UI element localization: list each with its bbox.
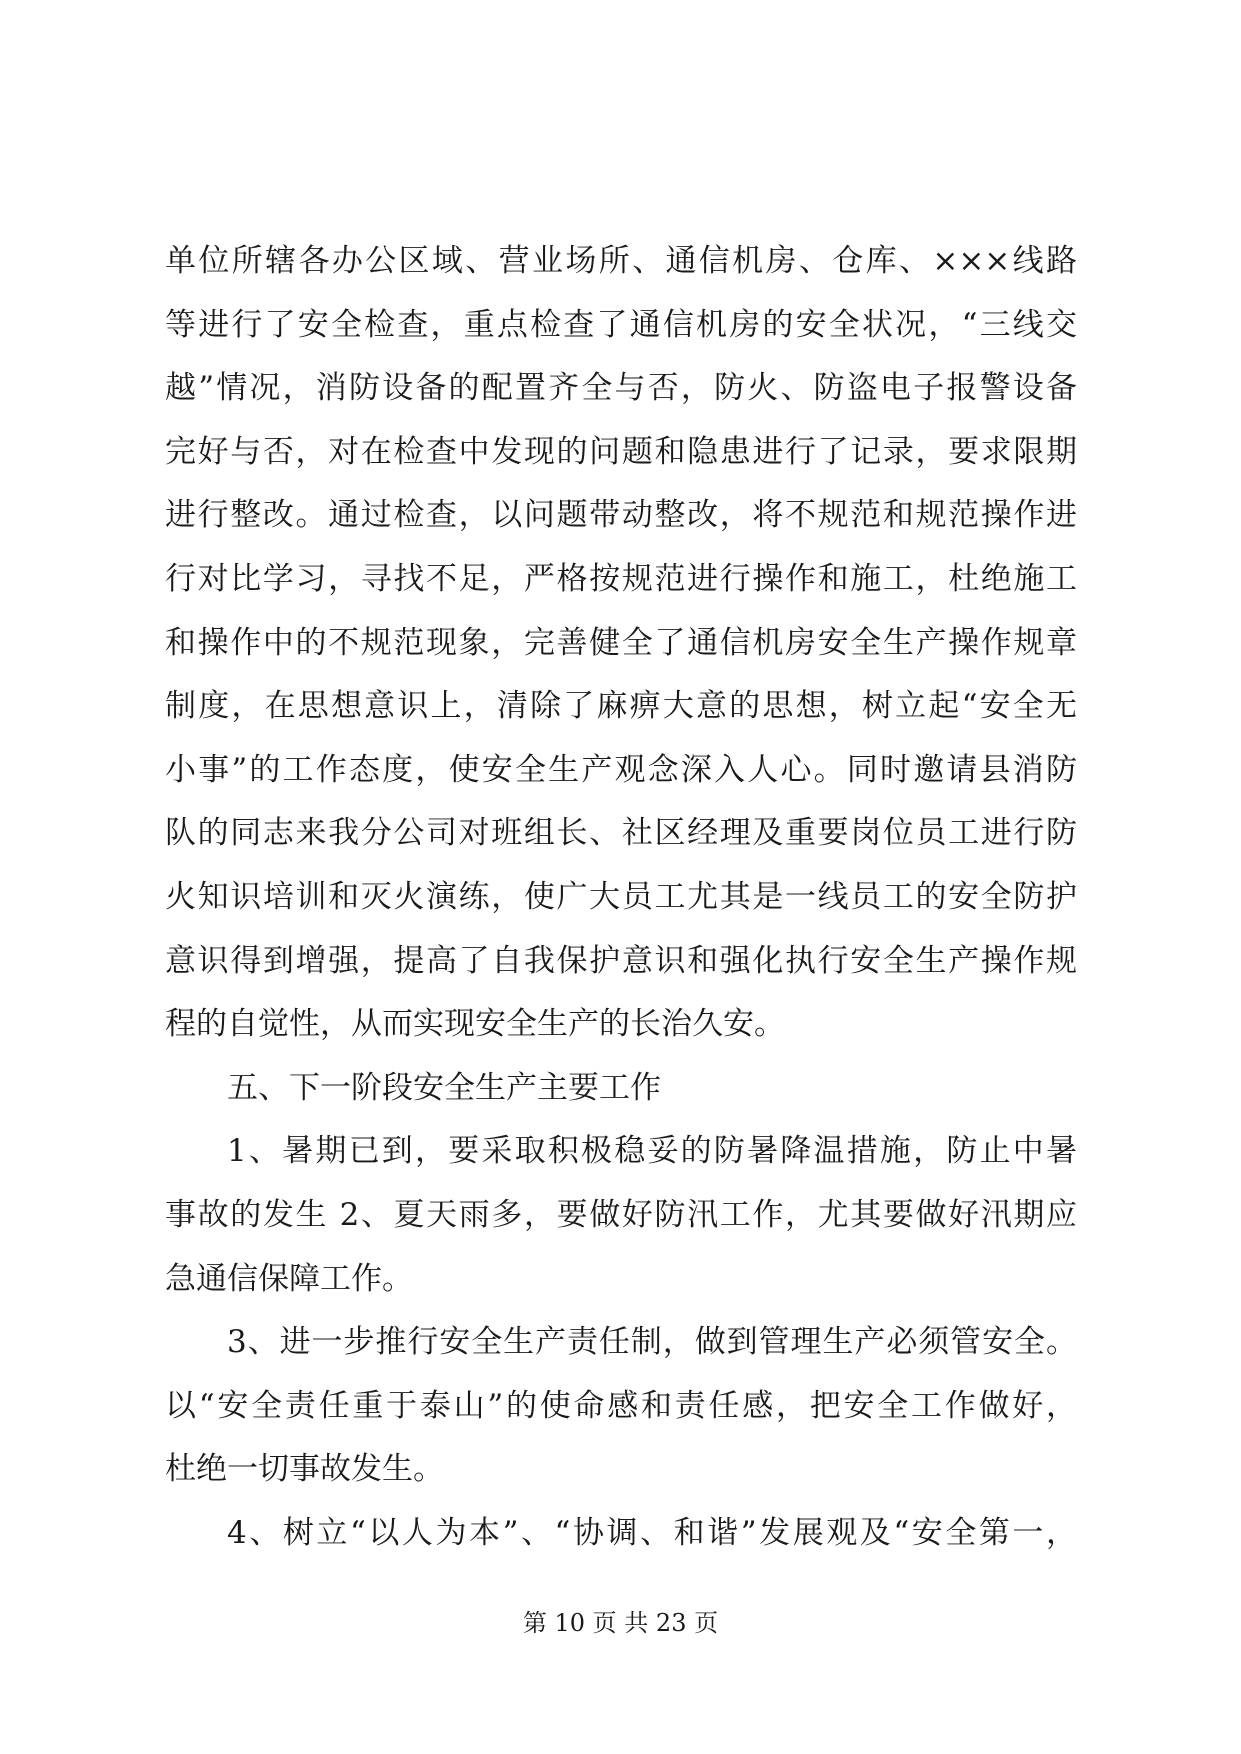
text-line-20: 杜绝一切事故发生。	[165, 1451, 444, 1488]
text-line-13: 程的自觉性，从而实现安全生产的长治久安。	[165, 1006, 785, 1043]
body-text	[165, 230, 1077, 1565]
text-line-18: 3、进一步推行安全生产责任制，做到管理生产必须管安全。	[227, 1324, 1077, 1361]
text-line-7: 和操作中的不规范现象，完善健全了通信机房安全生产操作规章	[165, 624, 1077, 661]
text-line-12: 意识得到增强，提高了自我保护意识和强化执行安全生产操作规	[165, 942, 1077, 979]
page-footer	[0, 1608, 1241, 1638]
text-line-17: 急通信保障工作。	[165, 1260, 413, 1297]
text-line-5: 进行整改。通过检查，以问题带动整改，将不规范和规范操作进	[165, 497, 1077, 534]
text-line-8: 制度，在思想意识上，清除了麻痹大意的思想，树立起“安全无	[165, 688, 1077, 725]
text-line-16: 事故的发生 2、夏天雨多，要做好防汛工作，尤其要做好汛期应	[165, 1196, 1077, 1233]
text-line-9: 小事”的工作态度，使安全生产观念深入人心。同时邀请县消防	[165, 751, 1077, 788]
section-heading: 五、下一阶段安全生产主要工作	[227, 1069, 661, 1106]
text-line-6: 行对比学习，寻找不足，严格按规范进行操作和施工，杜绝施工	[165, 560, 1077, 597]
text-line-21: 4、树立“以人为本”、“协调、和谐”发展观及“安全第一，	[227, 1514, 1077, 1551]
text-line-19: 以“安全责任重于泰山”的使命感和责任感，把安全工作做好，	[165, 1387, 1077, 1424]
text-line-2: 等进行了安全检查，重点检查了通信机房的安全状况，“三线交	[165, 306, 1077, 343]
text-line-1: 单位所辖各办公区域、营业场所、通信机房、仓库、×××线路	[165, 243, 1077, 279]
text-line-11: 火知识培训和灭火演练，使广大员工尤其是一线员工的安全防护	[165, 878, 1077, 915]
text-line-10: 队的同志来我分公司对班组长、社区经理及重要岗位员工进行防	[165, 815, 1077, 852]
text-line-15: 1、暑期已到，要采取积极稳妥的防暑降温措施，防止中暑	[227, 1133, 1077, 1170]
page-number-label: 第 10 页 共 23 页	[522, 1609, 719, 1637]
text-line-3: 越”情况，消防设备的配置齐全与否，防火、防盗电子报警设备	[165, 370, 1077, 407]
text-line-4: 完好与否，对在检查中发现的问题和隐患进行了记录，要求限期	[165, 433, 1077, 470]
